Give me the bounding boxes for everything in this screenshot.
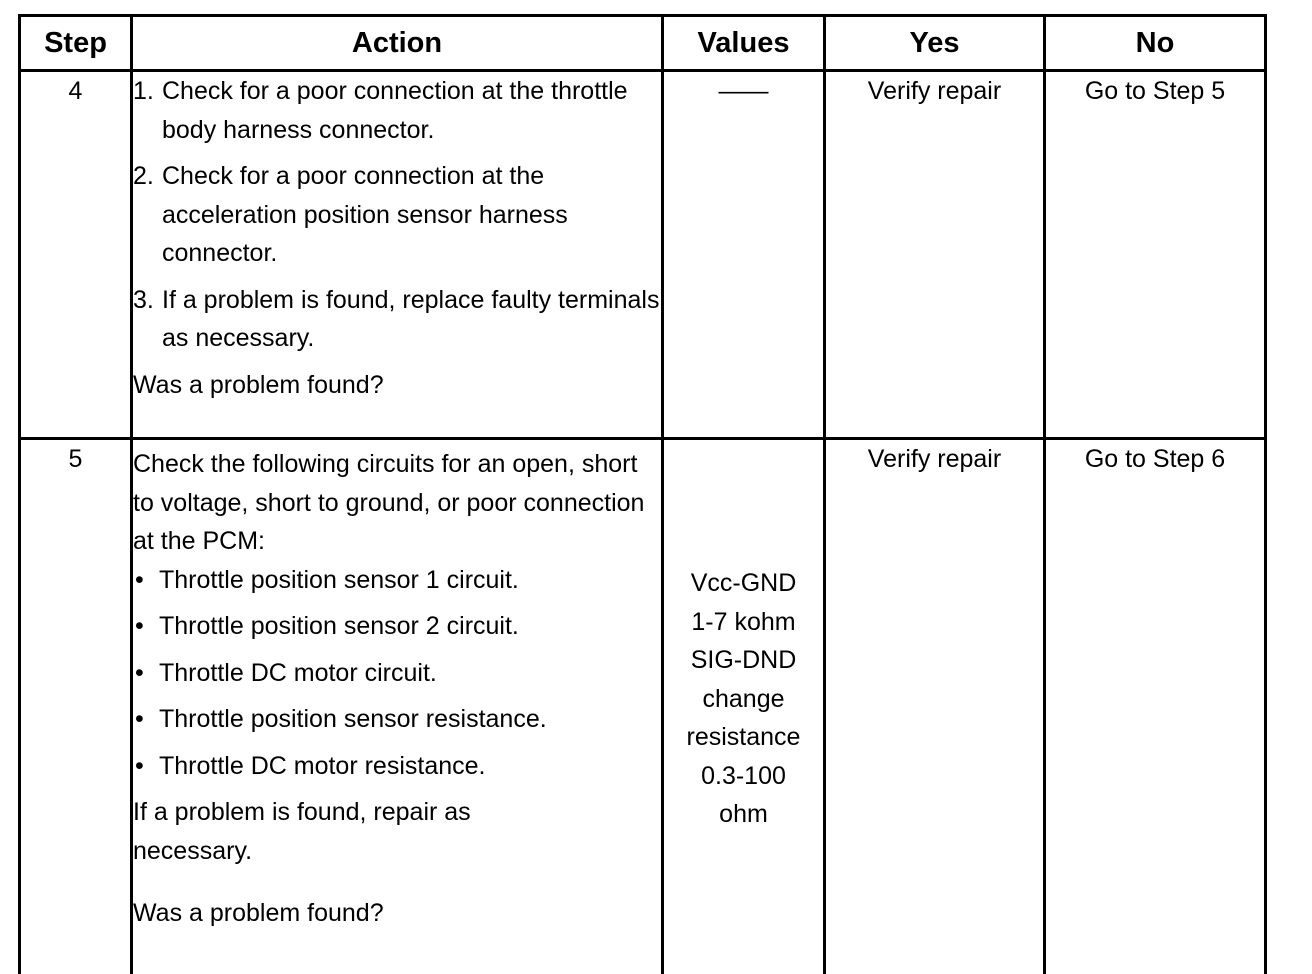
step-text: Check for a poor connection at the throttle body harness connector. [162, 77, 628, 144]
bullet-text: Throttle position sensor 2 circuit. [159, 612, 519, 640]
value-line: 0.3-100 [701, 761, 786, 790]
bullet-text: Throttle DC motor circuit. [159, 658, 437, 687]
step-index: 2. [133, 162, 154, 190]
value-line: ohm [719, 800, 768, 828]
spacer [133, 870, 661, 894]
bullet-item [133, 654, 661, 693]
table-row-step-4 [20, 71, 1266, 439]
bullet-item [133, 747, 661, 786]
step-index: 1. [133, 77, 154, 105]
instruction-text: If a problem is found, repair as necessary. [133, 798, 471, 865]
action-cell [132, 71, 663, 439]
header-action: Action [132, 16, 663, 71]
step-text: If a problem is found, replace faulty terminals as necessary. [162, 285, 660, 352]
header-yes: Yes [825, 16, 1045, 71]
no-cell: Go to Step 5 [1045, 71, 1266, 439]
bullet-glyph: • [135, 658, 144, 687]
empty-value-dash: —— [718, 77, 769, 105]
table-row-step-5 [20, 439, 1266, 974]
diagnostic-table [18, 14, 1267, 974]
numbered-steps-list [133, 72, 661, 358]
yes-cell: Verify repair [825, 439, 1045, 974]
value-line: change [702, 684, 785, 713]
step-number-cell: 4 [20, 71, 132, 439]
bullet-list [133, 561, 661, 786]
numbered-step [133, 157, 661, 273]
yes-cell: Verify repair [825, 71, 1045, 439]
bullet-item [133, 607, 661, 646]
bullet-text: Throttle position sensor resistance. [159, 705, 547, 733]
step-number-cell: 5 [20, 439, 132, 974]
values-cell [663, 71, 825, 439]
bullet-glyph: • [135, 612, 144, 640]
value-line: SIG-DND [690, 646, 797, 674]
diagnostic-table-frame [18, 14, 1264, 972]
numbered-step [133, 281, 661, 358]
bullet-glyph: • [135, 751, 144, 780]
intro-text: Check the following circuits for an open, short to voltage, short to ground, or poor connection at the PCM: [133, 450, 645, 555]
value-line: 1-7 kohm [691, 607, 796, 636]
value-line: Vcc-GND [690, 569, 797, 597]
action-cell [132, 439, 663, 974]
bullet-text: Throttle DC motor resistance. [159, 751, 486, 780]
bullet-text: Throttle position sensor 1 circuit. [159, 565, 519, 594]
header-step: Step [20, 16, 132, 71]
header-row [20, 16, 1266, 71]
header-no: No [1045, 16, 1266, 71]
bullet-glyph: • [135, 705, 144, 733]
numbered-step [133, 72, 661, 149]
bullet-item [133, 561, 661, 600]
value-line: resistance [686, 723, 801, 751]
question-text: Was a problem found? [133, 899, 384, 927]
values-cell [663, 439, 825, 974]
question-text: Was a problem found? [133, 370, 384, 399]
no-cell: Go to Step 6 [1045, 439, 1266, 974]
header-values: Values [663, 16, 825, 71]
step-index: 3. [133, 285, 154, 314]
bullet-glyph: • [135, 565, 144, 594]
bullet-item [133, 700, 661, 739]
step-text: Check for a poor connection at the acceleration position sensor harness connector. [162, 162, 568, 267]
